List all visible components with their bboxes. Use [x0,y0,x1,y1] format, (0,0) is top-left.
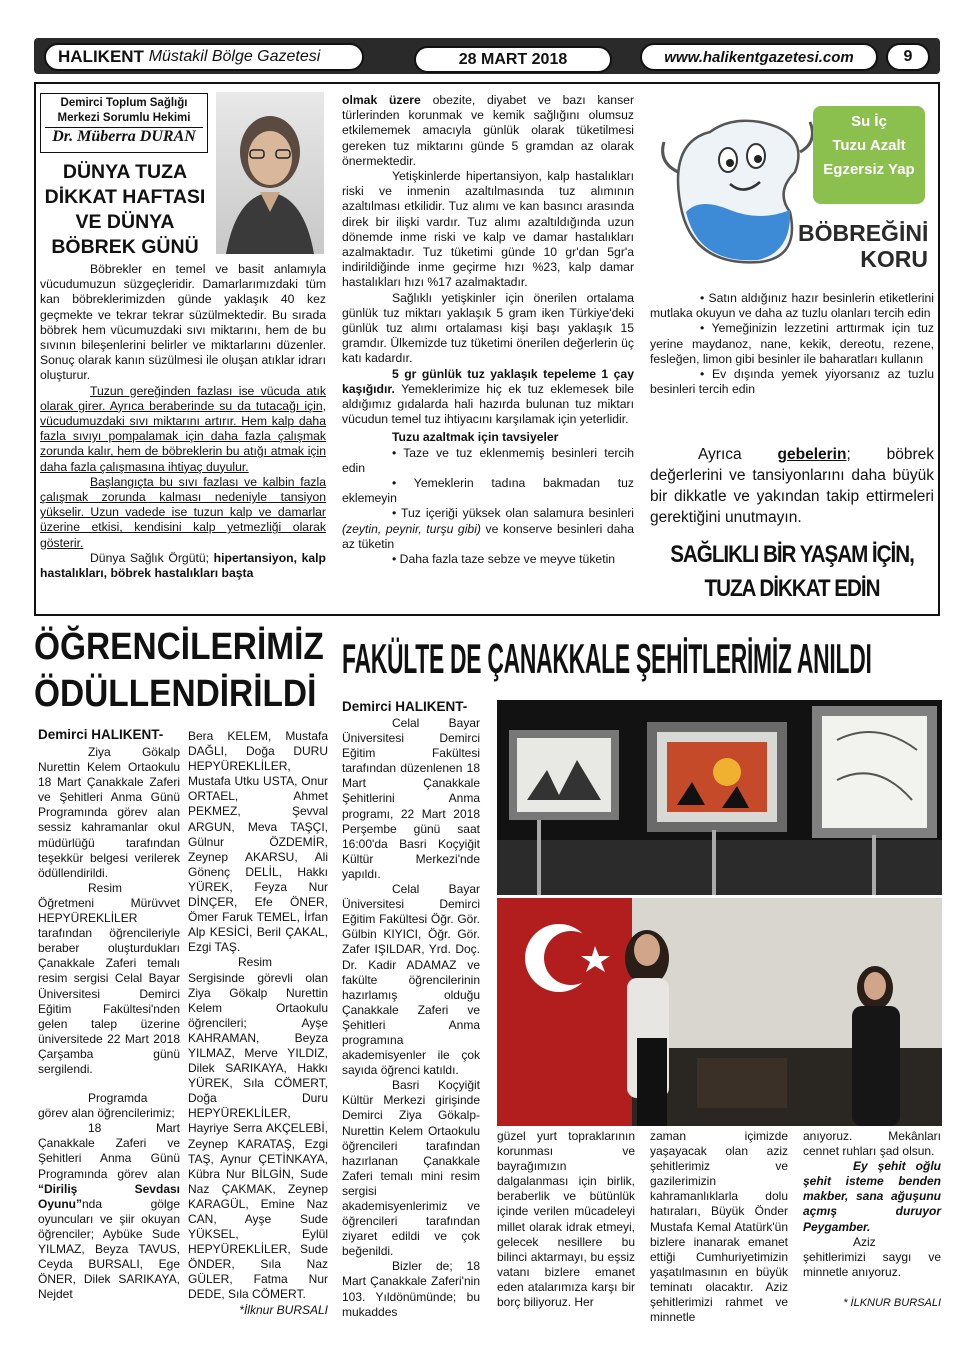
poster-advice: Su İç Tuzu Azalt Egzersiz Yap [823,113,915,178]
paragraph: Böbrekler en temel ve basit anlamıyla vücudumuzun süzgeçleridir. Damarlarımızdaki tüm kan böbreklerimizden günde yaklaşık 40 kez geçmekte ve tekrar tekrar süzülmektedir. Bu sırada böbrek hem vücumuzdaki sıvı miktarını, hem de bu sıvının bileşenlerini belirler ve miktarlarını düzenler. Sonuç olarak kanın süzülmesi ile oluşan atıklar idrarı oluşturur. [40,262,326,383]
faculty-column-1 [342,716,480,1320]
website-link[interactable]: www.halikentgazetesi.com [664,48,854,66]
paragraph: Programda görev alan öğrencilerimiz; [38,1091,175,1121]
health-column-2 [342,93,634,567]
paragraph: Dünya Sağlık Örgütü; hipertansiyon, kalp hastalıkları, böbrek hastalıkları başta [40,550,326,581]
paper-name: HALIKENT [58,47,144,66]
students-column-2 [188,729,328,1318]
students-headline: ÖĞRENCİLERİMİZ ÖDÜLLENDİRİLDİ [34,626,324,715]
faculty-column-3 [650,1129,788,1325]
paragraph: Sağlıklı yetişkinler için önerilen ortalama günlük tuz miktarı yaklaşık 5 gram iken Türkiye'deki günlük tuz alımı ortalaması kişi başı yaklaşık 15 gramdır. Ülkemizde tuz tüketimi önerilen değerlerin üç katı kadardır. [342,290,634,366]
exhibition-photo [497,700,942,895]
paragraph: Celal Bayar Üniversitesi Demirci Eğitim Fakültesi tarafından düzenlenen 18 Mart Çanakkale Şehitlerini Anma programı, 22 Mart 2018 Perşembe günü saat 16:00'da Basri Koçyiğit Kültür Merkezi'nde yapıldı. [342,716,480,881]
health-column-1 [40,262,326,581]
tip-item: • Satın aldığınız hazır besinlerin etiketlerini mutlaka okuyun ve daha az tuzlu olanları tercih edin [650,291,934,321]
paragraph: Yetişkinlerde hipertansiyon, kalp hastalıkları riski ve inmenin azaltılmasında tuz alımının azaltılması etkilidir. Tuz alımı ve kan basıncı arasında direk bir ilişki vardır. Tuz alımı azaltıldığında uzun dönemde inme riski ve kalp ve damar hastalıkları azalmaktadır. Tuz tüketimi günde 10 gr'dan 5gr'a indirildiğinde inme geçirme hızı %23, kalp damar hastalıkları hızı %17 azalmaktadır. [342,169,634,290]
tip-item: • Yemeğinizin lezzetini arttırmak için tuz yerine maydanoz, nane, kekik, dereotu, rezene, fesleğen, limon gibi besinler ile baharatları kullanın [650,321,934,366]
health-column-3 [650,291,934,397]
poster-title: BÖBREĞİNİ KORU [798,220,929,272]
tip-item: • Yemeklerin tadına bakmadan tuz eklemeyin [342,476,634,506]
author-name: Dr. Müberra DURAN [45,127,203,146]
poem-quote: Ey şehit oğlu şehit isteme benden makber, sana ağuşunu açmış duruyor Peygamber. [803,1159,941,1234]
faculty-headline: FAKÜLTE DE ÇANAKKALE ŞEHİTLERİMİZ ANILDI [342,635,872,682]
kidney-poster [650,92,932,284]
paragraph: Resim Öğretmeni Mürüvvet HEPYÜREKLİLER tarafından öğrencileriyle beraber oluşturdukları Çanakkale Zaferi temalı resim sergisi Celal Bayar Üniversitesi Demirci Eğitim Fakültesi'nden gelen talep üzerine üniversitede 22 Mart 2018 Çarşamba günü sergilendi. [38,880,180,1076]
paper-subtitle: Müstakil Bölge Gazetesi [148,48,321,65]
faculty-column-4 [803,1129,941,1311]
tips-heading: Tuzu azaltmak için tavsiyeler [392,430,559,445]
paragraph: Resim Sergisinde görevli olan Ziya Gökalp Nurettin Kelem Ortaokulu öğrencileri; Ayşe KAHRAMAN, Beyza YILMAZ, Merve YILDIZ, Dilek SARIKAYA, Hakkı YÜREK, Sıla CÖMERT, Doğa Duru HEPYÜREKLİLER, Hayriye Serra AKÇELEBİ, Zeynep KARATAŞ, Ezgi TAŞ, Aynur ÇETİNKAYA, Kübra Nur BİLGİN, Sude Naz ÇAKMAK, Zeynep KARAGÜL, Emine Naz CAN, Ayşe Sude YÜKSEL, Eylül HEPYÜREKLİLER, Sude ÖNDER, Sıla Naz GÜLER, Fatma Nur DEDE, Sıla CÖMERT. [188,955,328,1302]
paragraph: Aziz şehitlerimizi saygı ve minnetle anıyoruz. [803,1234,941,1279]
paragraph: 18 Mart Çanakkale Zaferi ve Şehitleri Anma Günü Programında görev alan “Diriliş Sevdası Oyunu”nda gölge oyuncuları ve şiir okuyan öğrenciler; Aybüke Sude YILMAZ, Beyza TAVUS, Ceyda BURSALI, Ege ÖNER, Dilek SARIKAYA, Nejdet [38,1121,180,1302]
paragraph: Basri Koçyiğit Kültür Merkezi girişinde Demirci Ziya Gökalp-Nurettin Kelem Ortaokulu öğrencileri tarafından hazırlanan Çanakkale Zaferi temalı mini resim sergisi akademisyenlerimiz ve öğrencileri tarafından ziyaret edildi ve çok beğenildi. [342,1078,480,1259]
health-slogan: SAĞLIKLI BİR YAŞAM İÇİN, TUZA DİKKAT EDİN [670,541,914,602]
students-dateline: Demirci HALIKENT- [38,727,164,742]
paragraph: Ziya Gökalp Nurettin Kelem Ortaokulu 18 Mart Çanakkale Zaferi ve Şehitleri Anma Günü Programında görev alan sessiz kahramanlar okul müdürlüğü tarafından teşekkür belgesi verilerek ödüllendirildi. [38,745,180,880]
faculty-dateline: Demirci HALIKENT- [342,699,468,714]
paragraph: Bera KELEM, Mustafa DAĞLI, Doğa DURU HEPYÜREKLİLER, Mustafa Utku USTA, Onur ORTAEL, Ahmet PEKMEZ, Şevval ARGUN, Meva TAŞÇI, Gülnur ÖZDEMİR, Zeynep AKARSU, Ali Gönenç DELİL, Hakkı YÜREK, Feyza Nur DİNÇER, Efe ÖNER, Ömer Faruk TEMEL, İrfan Alp KESİCİ, Beril ÇAKAL, Ezgi TAŞ. [188,729,328,955]
tip-item: • Tuz içeriği yüksek olan salamura besinleri (zeytin, peynir, turşu gibi) ve konserve besinleri daha az tüketin [342,506,635,551]
issue-date: 28 MART 2018 [414,46,612,73]
author-photo [216,92,324,254]
paper-name-pill [44,43,364,71]
stage-photo [497,898,942,1126]
paragraph: Celal Bayar Üniversitesi Demirci Eğitim Fakültesi Öğr. Gör. Gülbin KIYICI, Öğr. Gör. Zafer IŞILDAR, Yrd. Doç. Dr. Kadir ADAMAZ ve fakülte öğrencilerinin hazırlamış olduğu Çanakkale Zaferi ve Şehitleri Anma programına akademisyenler ile çok sayıda öğrenci katıldı. [342,882,480,1078]
paragraph: anıyoruz. Mekânları cennet ruhları şad olsun. [803,1129,941,1159]
students-signature: *İlknur BURSALI [239,1302,328,1317]
faculty-signature: * İLKNUR BURSALI [843,1296,941,1309]
tip-item: • Daha fazla taze sebze ve meyve tüketin [392,552,616,567]
paragraph: güzel yurt topraklarının korunması ve bayrağımızın dalgalanması için birlik, beraberlik ve bütünlük içinde verilen mücadeleyi millet olarak idrak etmeyi, gelecek nesillere bu bilinci aktarmayı, bu eşsiz vatanı bizlere emanet eden atalarımıza karşı bir borç biliyoruz. Her [497,1129,635,1310]
paragraph: zaman içimizde yaşayacak olan aziz şehitlerimiz ve gazilerimizin kahramanlıklarla dolu hatıraları, Büyük Önder Mustafa Kemal Atatürk'ün bizlere inanarak emanet ettiği Cumhuriyetimizin yaşatılmasının en büyük teminatı olacaktır. Aziz şehitlerimizi rahmet ve minnetle [650,1129,788,1325]
page-number: 9 [886,43,930,71]
website-pill[interactable] [640,43,878,71]
paragraph: Tuzun gereğinden fazlası ise vücuda atık olarak girer. Ayrıca beraberinde su da tutacağı için, vücudumuzdaki sıvı miktarını artırır. Hem kalp daha fazla sıvıyı pompalamak için daha fazla çalışmak zorunda kalır, hem de böbreklerin bu atığı atmak için daha fazla çalışmasına ihtiyaç duyulur. [40,383,326,474]
author-organization: Demirci Toplum Sağlığı Merkezi Sorumlu Hekimi [57,97,191,124]
paragraph: Başlangıçta bu sıvı fazlası ve kalbin fazla çalışmak zorunda kalması nedeniyle tansiyon yükselir. Uzun vadede ise tuzun kalp ve damarlar üzerine etkisi, kendisini kalp yetmezliği olarak gösterir. [40,474,326,550]
health-article-title: DÜNYA TUZA DİKKAT HAFTASI VE DÜNYA BÖBREK GÜNÜ [44,161,206,258]
pregnancy-note: Ayrıca gebelerin; böbrek değerlerini ve tansiyonlarını daha büyük bir dikkatle ve yakından takip ettirmeleri gerektiğini unutmayın. [650,446,934,526]
tip-item: • Ev dışında yemek yiyorsanız az tuzlu besinleri tercih edin [650,367,934,397]
paragraph: 5 gr günlük tuz yaklaşık tepeleme 1 çay kaşığıdır. Yemeklerimize hiç ek tuz eklemesek bile aldığımız gıdalarda hali hazırda bulunan tuz miktarı vücudun temel tuz ihtiyacını karşılamak için yeterlidir. [342,366,634,427]
paragraph: Bizler de; 18 Mart Çanakkale Zaferi'nin 103. Yıldönümünde; bu mukaddes [342,1259,480,1319]
students-column-1 [38,745,180,1302]
tip-item: • Taze ve tuz eklenmemiş besinleri tercih edin [342,445,634,475]
paragraph: olmak üzere obezite, diyabet ve bazı kanser türlerinden korunmak ve kemik sağlığını olumsuz etkilememek amacıyla günlük olarak tüketilmesi gereken tuz miktarını günde 5 gramdan az olarak önermektedir. [342,93,634,168]
faculty-column-2 [497,1129,635,1310]
author-byline-box [40,93,208,153]
